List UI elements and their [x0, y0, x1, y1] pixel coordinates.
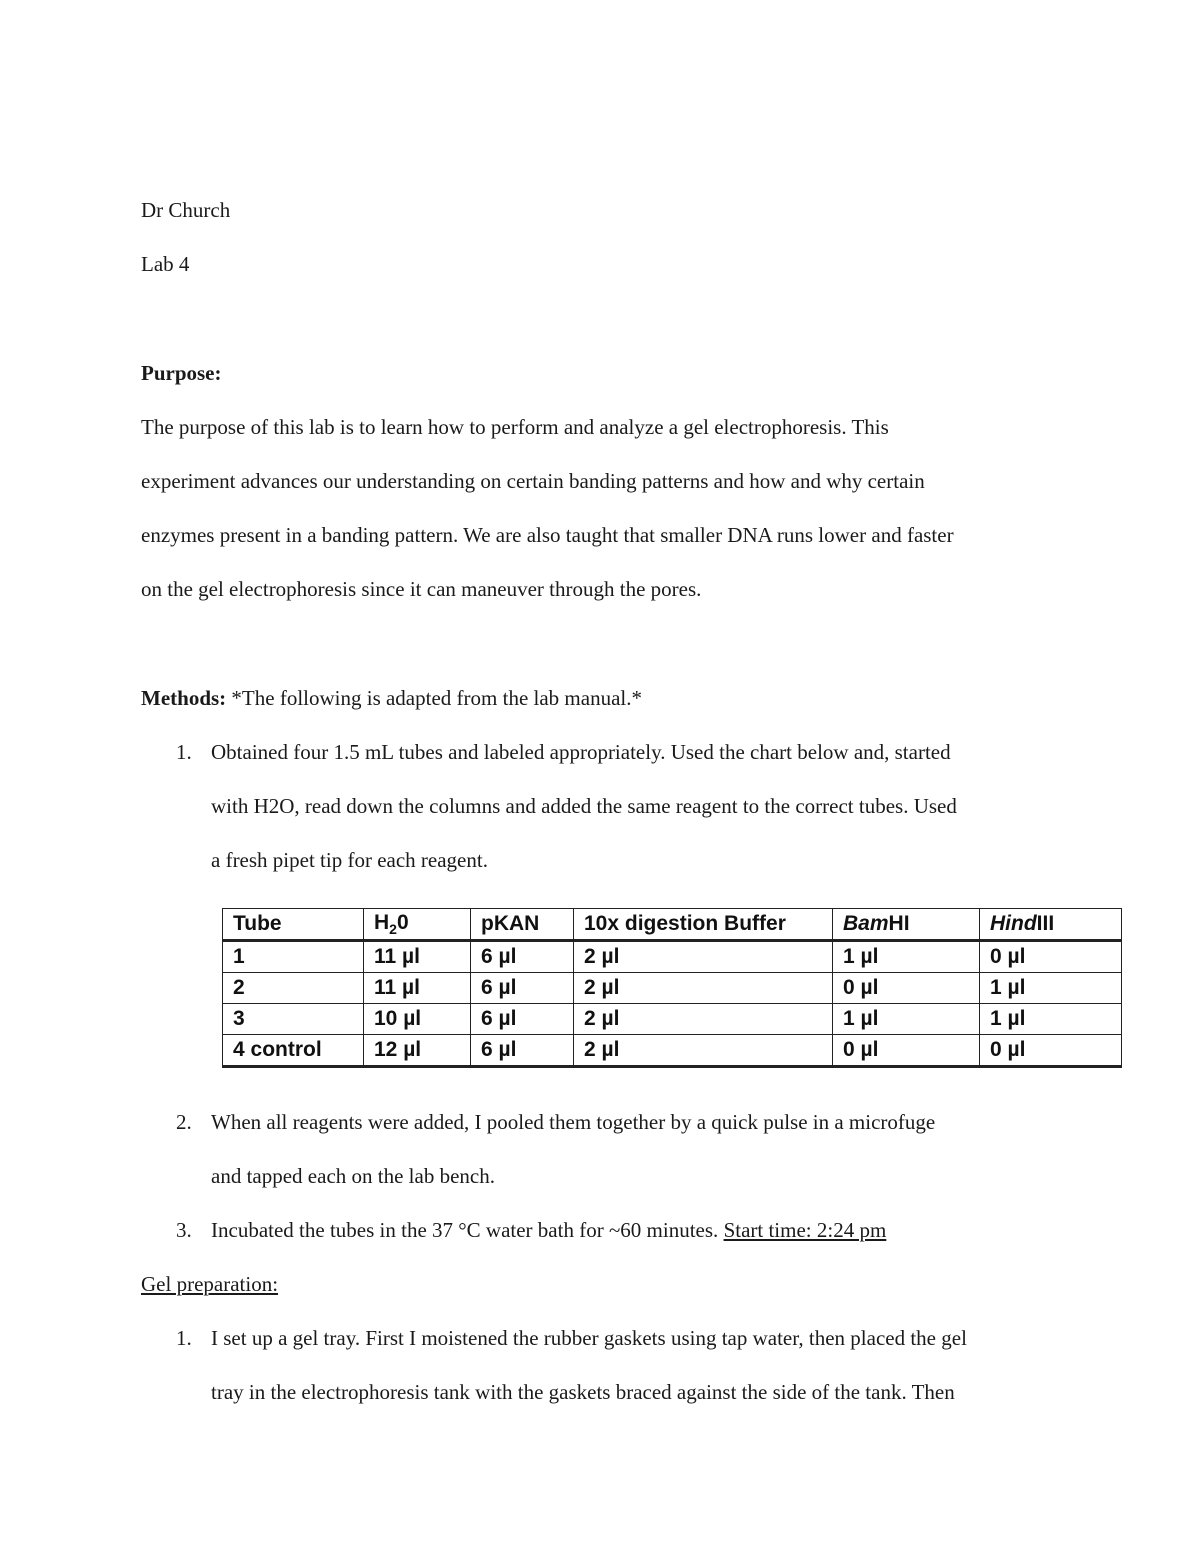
author-line: Dr Church: [141, 198, 231, 222]
step-line: Incubated the tubes in the 37 °C water bath for ~60 minutes. Start time: 2:24 pm: [211, 1218, 887, 1242]
table-row: [223, 973, 1122, 1004]
step-line: with H2O, read down the columns and added the same reagent to the correct tubes. Used: [211, 794, 957, 818]
purpose-line: enzymes present in a banding pattern. We are also taught that smaller DNA runs lower and faster: [141, 523, 954, 547]
step-number: 2.: [176, 1110, 192, 1134]
cell-hindiii: 1 µl: [980, 973, 1122, 1004]
header-buffer: 10x digestion Buffer: [574, 909, 833, 941]
step-line: tray in the electrophoresis tank with the gaskets braced against the side of the tank. Then: [211, 1380, 955, 1404]
step-line: a fresh pipet tip for each reagent.: [211, 848, 488, 872]
header-bamhi: BamHI: [833, 909, 980, 941]
purpose-line: The purpose of this lab is to learn how to perform and analyze a gel electrophoresis. This: [141, 415, 889, 439]
table-row: [223, 1035, 1122, 1067]
step-line: and tapped each on the lab bench.: [211, 1164, 495, 1188]
step-number: 1.: [176, 1326, 192, 1350]
cell-buffer: 2 µl: [574, 1035, 833, 1067]
cell-tube: 1: [223, 941, 364, 973]
cell-pkan: 6 µl: [471, 941, 574, 973]
cell-tube: 3: [223, 1004, 364, 1035]
cell-hindiii: 0 µl: [980, 941, 1122, 973]
cell-bamhi: 0 µl: [833, 973, 980, 1004]
header-pkan: pKAN: [471, 909, 574, 941]
cell-buffer: 2 µl: [574, 973, 833, 1004]
cell-pkan: 6 µl: [471, 973, 574, 1004]
cell-h2o: 11 µl: [364, 941, 471, 973]
methods-heading: Methods:: [141, 686, 227, 710]
step-line: Obtained four 1.5 mL tubes and labeled appropriately. Used the chart below and, started: [211, 740, 951, 764]
start-time: Start time: 2:24 pm: [723, 1218, 887, 1242]
methods-note: *The following is adapted from the lab manual.*: [226, 686, 642, 710]
header-h2o: $H_20$: [364, 909, 471, 941]
purpose-line: experiment advances our understanding on certain banding patterns and how and why certain: [141, 469, 925, 493]
table-row: [223, 1004, 1122, 1035]
step-line: When all reagents were added, I pooled them together by a quick pulse in a microfuge: [211, 1110, 936, 1134]
table-header-row: [223, 909, 1122, 941]
cell-hindiii: 0 µl: [980, 1035, 1122, 1067]
header-hindiii: HindIII: [980, 909, 1122, 941]
cell-bamhi: 0 µl: [833, 1035, 980, 1067]
gel-preparation-heading: Gel preparation:: [141, 1272, 279, 1296]
header-tube: Tube: [223, 909, 364, 941]
cell-hindiii: 1 µl: [980, 1004, 1122, 1035]
cell-h2o: 11 µl: [364, 973, 471, 1004]
cell-h2o: 10 µl: [364, 1004, 471, 1035]
cell-tube: 4 control: [223, 1035, 364, 1067]
cell-tube: 2: [223, 973, 364, 1004]
cell-buffer: 2 µl: [574, 1004, 833, 1035]
step-line: I set up a gel tray. First I moistened the rubber gaskets using tap water, then placed the gel: [211, 1326, 967, 1350]
step-number: 1.: [176, 740, 192, 764]
purpose-heading: Purpose:: [141, 361, 222, 385]
purpose-line: on the gel electrophoresis since it can maneuver through the pores.: [141, 577, 702, 601]
cell-pkan: 6 µl: [471, 1035, 574, 1067]
lab-title: Lab 4: [141, 252, 190, 276]
reagent-table: [222, 908, 1122, 1068]
cell-h2o: 12 µl: [364, 1035, 471, 1067]
cell-pkan: 6 µl: [471, 1004, 574, 1035]
table-row: [223, 941, 1122, 973]
cell-bamhi: 1 µl: [833, 941, 980, 973]
cell-buffer: 2 µl: [574, 941, 833, 973]
methods-heading-line: [141, 684, 642, 712]
cell-bamhi: 1 µl: [833, 1004, 980, 1035]
step-number: 3.: [176, 1218, 192, 1242]
